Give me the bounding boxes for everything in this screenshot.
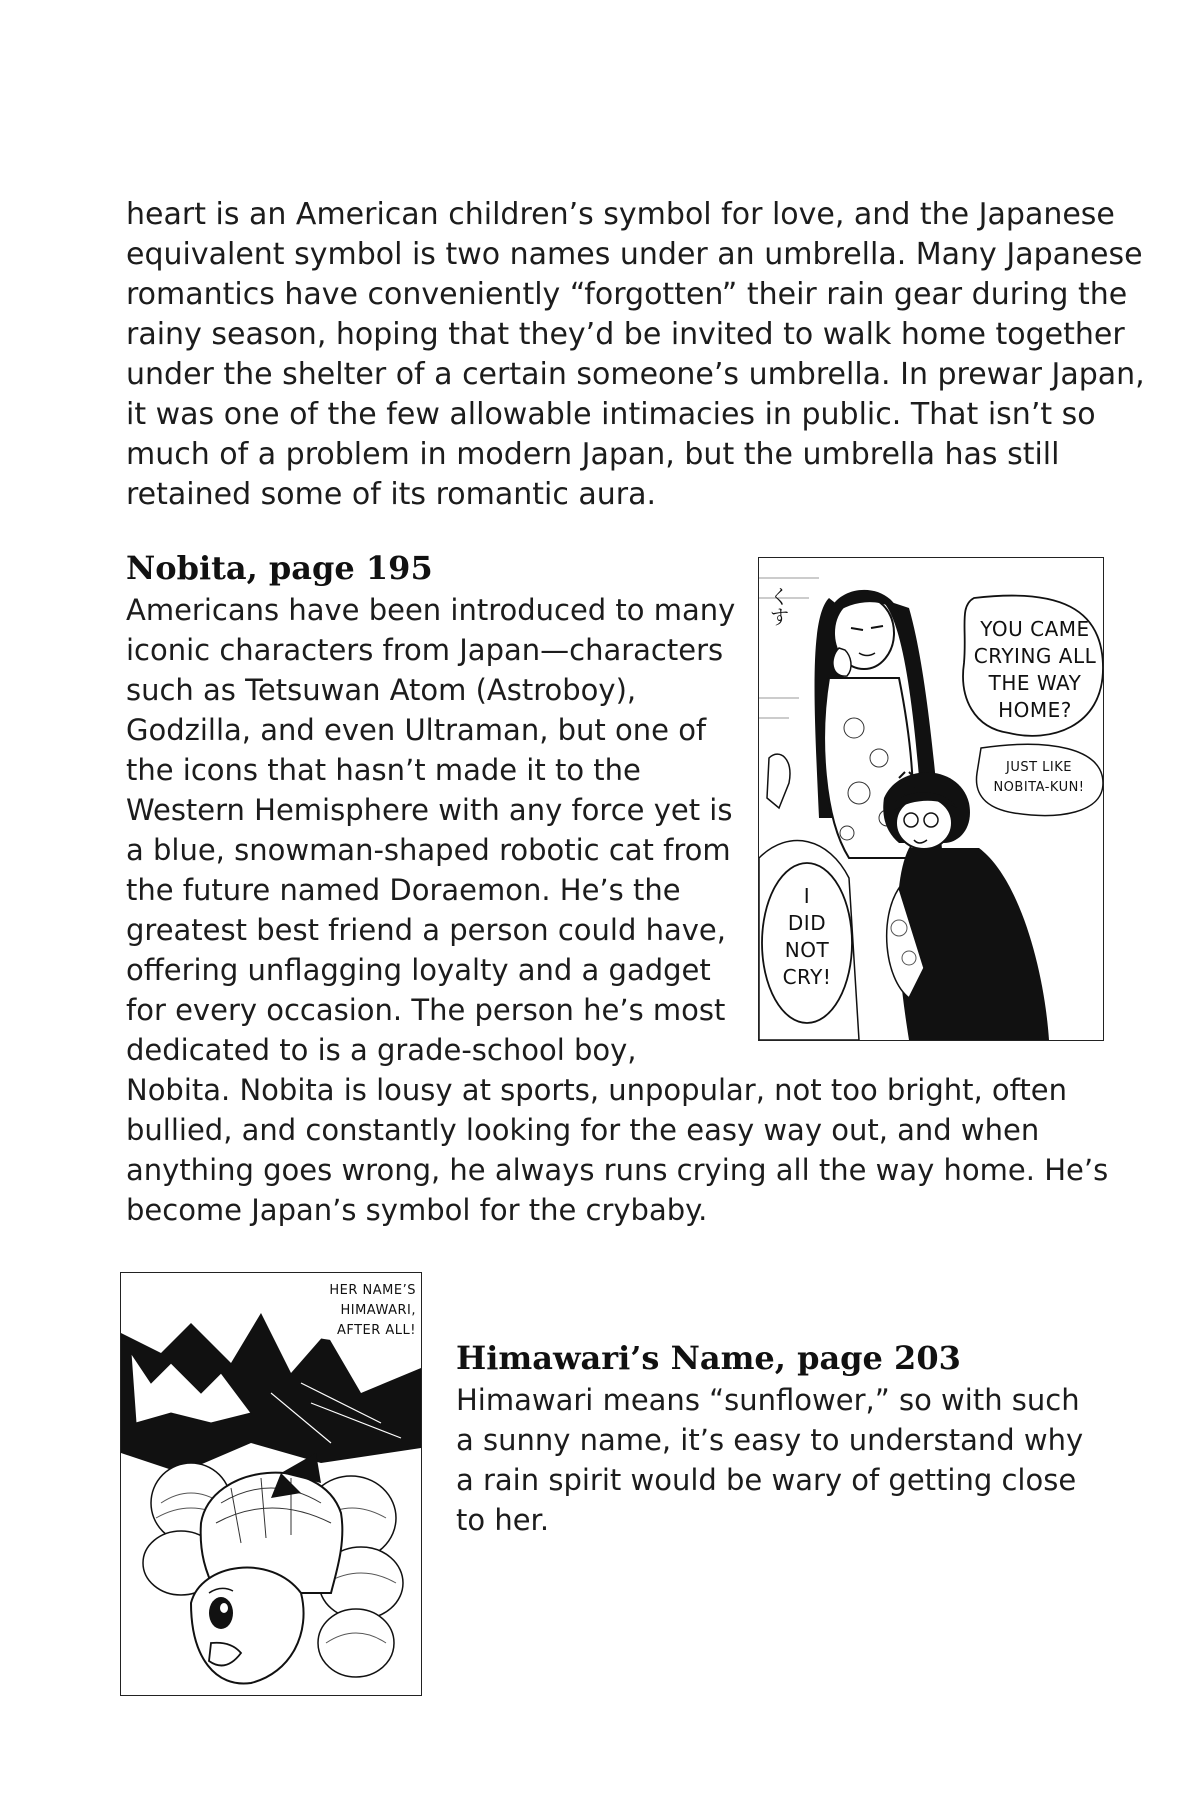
intro-line: heart is an American children’s symbol for love, and the Japanese [126,197,1115,232]
himawari-speech-bubble [281,1281,416,1341]
bubble-line: I [803,884,811,908]
intro-paragraph [126,195,1145,515]
bubble-line: YOU CAME [980,617,1090,641]
bubble-line: HOME? [998,698,1072,722]
intro-line: under the shelter of a certain someone’s umbrella. In prewar Japan, [126,357,1145,392]
nobita-line: Western Hemisphere with any force yet is [126,793,733,827]
nobita-line: Godzilla, and even Ultraman, but one of [126,713,707,747]
intro-line: romantics have conveniently “forgotten” their rain gear during the [126,277,1128,312]
himawari-line: a rain spirit would be wary of getting close [456,1463,1077,1497]
bubble-line: HER NAME’S [329,1283,416,1298]
nobita-line: such as Tetsuwan Atom (Astroboy), [126,673,637,707]
intro-line: much of a problem in modern Japan, but the umbrella has still [126,437,1060,472]
bubble-line: CRY! [782,965,832,989]
speech-bubble-main [969,616,1101,724]
bubble-line: CRYING ALL [973,644,1097,668]
intro-line: it was one of the few allowable intimacies in public. That isn’t so [126,397,1096,432]
nobita-line: dedicated to is a grade-school boy, [126,1033,637,1067]
nobita-line: bullied, and constantly looking for the easy way out, and when [126,1113,1040,1147]
nobita-line: for every occasion. The person he’s most [126,993,726,1027]
nobita-line: Americans have been introduced to many [126,593,736,627]
intro-line: retained some of its romantic aura. [126,477,657,512]
himawari-line: to her. [456,1503,550,1537]
bubble-line: NOBITA-KUN! [993,780,1085,795]
bubble-line: THE WAY [988,671,1082,695]
nobita-manga-panel [758,557,1104,1041]
nobita-line: greatest best friend a person could have, [126,913,726,947]
nobita-heading: Nobita, page 195 [126,549,433,587]
bubble-line: DID [787,911,827,935]
nobita-line: offering unflagging loyalty and a gadget [126,953,711,987]
nobita-line: become Japan’s symbol for the crybaby. [126,1193,708,1227]
himawari-heading: Himawari’s Name, page 203 [456,1339,961,1377]
bubble-line: HIMAWARI, [340,1303,416,1318]
intro-line: equivalent symbol is two names under an umbrella. Many Japanese [126,237,1143,272]
nobita-line: the icons that hasn’t made it to the [126,753,641,787]
nobita-line: a blue, snowman-shaped robotic cat from [126,833,731,867]
sfx-text: くす [766,586,790,627]
himawari-manga-panel [120,1272,422,1696]
speech-bubble-reply [765,883,849,991]
nobita-line: the future named Doraemon. He’s the [126,873,681,907]
bubble-line: JUST LIKE [1006,760,1072,775]
speech-bubble-small [977,758,1101,798]
bubble-line: NOT [784,938,830,962]
himawari-paragraph [456,1380,1083,1540]
intro-line: rainy season, hoping that they’d be invited to walk home together [126,317,1125,352]
nobita-line: anything goes wrong, he always runs crying all the way home. He’s [126,1153,1109,1187]
nobita-line: iconic characters from Japan—characters [126,633,724,667]
bubble-line: AFTER ALL! [336,1323,416,1338]
himawari-line: Himawari means “sunflower,” so with such [456,1383,1080,1417]
himawari-line: a sunny name, it’s easy to understand why [456,1423,1084,1457]
nobita-line: Nobita. Nobita is lousy at sports, unpopular, not too bright, often [126,1073,1067,1107]
